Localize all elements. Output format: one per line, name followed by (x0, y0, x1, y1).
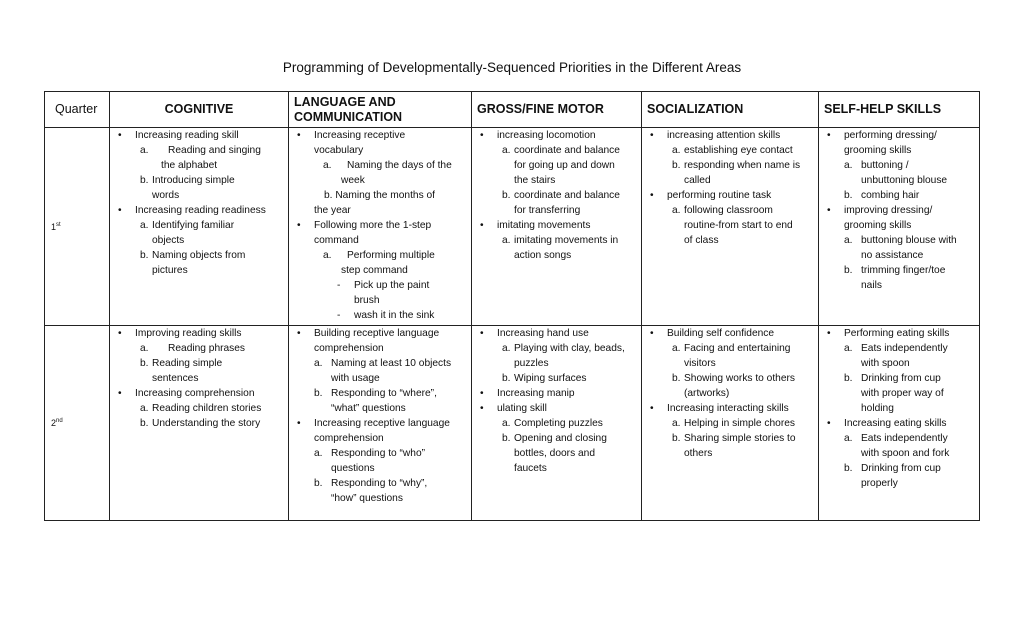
header-language-line2: COMMUNICATION (294, 109, 403, 124)
list-item: • Increasing hand use (480, 328, 589, 339)
list-item: a. Playing with clay, beads, (502, 343, 625, 354)
list-item (291, 431, 467, 446)
item-text: buttoning / (861, 160, 909, 171)
quarter-cell (45, 326, 110, 521)
item-text: coordinate and balance (514, 145, 620, 156)
list-item (291, 263, 467, 278)
item-text: holding (861, 403, 894, 414)
item-text: performing routine task (667, 190, 772, 201)
item-text: Introducing simple (152, 175, 235, 186)
item-text: Reading and singing (168, 145, 261, 156)
list-item: • Building self confidence (650, 328, 775, 339)
list-item: a. following classroom (672, 205, 773, 216)
language-cell (289, 128, 472, 326)
list-item (821, 356, 975, 371)
list-item: • Increasing comprehension (118, 388, 255, 399)
item-text: words (152, 190, 180, 201)
list-item (112, 371, 284, 386)
quarter-suffix: st (56, 221, 61, 228)
list-item: b. Introducing simple (140, 175, 235, 186)
item-text: buttoning blouse with (861, 235, 957, 246)
list-item (474, 446, 637, 461)
item-text: others (684, 448, 713, 459)
item-text: Understanding the story (152, 418, 261, 429)
list-item (291, 491, 467, 506)
list-item: a. coordinate and balance (502, 145, 620, 156)
item-text: trimming finger/toe (861, 265, 946, 276)
list-item: • Increasing reading readiness (118, 205, 266, 216)
item-text: increasing locomotion (497, 130, 596, 141)
item-text: the alphabet (161, 160, 218, 171)
list-item (474, 461, 637, 476)
list-item: a. Helping in simple chores (672, 418, 795, 429)
item-text: Facing and entertaining (684, 343, 791, 354)
item-text: nails (861, 280, 882, 291)
item-text: for transferring (514, 205, 581, 216)
item-text: b. Naming the months of (324, 190, 435, 201)
list-item: a. Reading children stories (140, 403, 262, 414)
item-text: visitors (684, 358, 716, 369)
list-item (291, 173, 467, 188)
item-text: no assistance (861, 250, 924, 261)
header-quarter: Quarter (45, 92, 110, 128)
item-text: puzzles (514, 358, 549, 369)
table-row (45, 128, 980, 326)
list-item: b. combing hair (844, 190, 920, 201)
list-item: • Performing eating skills (827, 328, 950, 339)
item-text: Wiping surfaces (514, 373, 587, 384)
item-text: Pick up the paint (354, 280, 430, 291)
list-item (291, 341, 467, 356)
item-text: Responding to “where”, (331, 388, 437, 399)
item-text: bottles, doors and (514, 448, 595, 459)
item-text: Increasing eating skills (844, 418, 947, 429)
header-language (289, 92, 472, 128)
item-text: Reading children stories (152, 403, 262, 414)
list-item: a. Facing and entertaining (672, 343, 791, 354)
list-item (644, 356, 814, 371)
list-item: b. Opening and closing (502, 433, 607, 444)
list-item: a. Reading phrases (140, 343, 246, 354)
item-text: Increasing interacting skills (667, 403, 789, 414)
item-text: Increasing receptive language (314, 418, 450, 429)
document-title: Programming of Developmentally-Sequenced Priorities in the Different Areas (282, 60, 742, 75)
item-text: comprehension (314, 343, 384, 354)
quarter-cell (45, 128, 110, 326)
item-text: unbuttoning blouse (861, 175, 948, 186)
list-item: a. buttoning blouse with (844, 235, 957, 246)
list-item: • Increasing eating skills (827, 418, 947, 429)
list-item (821, 446, 975, 461)
list-item: • Increasing manip (480, 388, 575, 399)
item-text: action songs (514, 250, 572, 261)
list-item: b. Responding to “where”, (314, 388, 437, 399)
header-cognitive: COGNITIVE (110, 92, 289, 128)
list-item (821, 218, 975, 233)
item-text: pictures (152, 265, 188, 276)
item-text: step command (341, 265, 408, 276)
item-text: questions (331, 463, 375, 474)
item-text: imitating movements in (514, 235, 619, 246)
cognitive-cell (110, 326, 289, 521)
item-text: Increasing reading skill (135, 130, 239, 141)
item-text: sentences (152, 373, 199, 384)
list-item: • Improving reading skills (118, 328, 242, 339)
list-item: • Increasing receptive (297, 130, 406, 141)
list-item: • performing dressing/ (827, 130, 937, 141)
list-item: • increasing attention skills (650, 130, 781, 141)
list-item (644, 446, 814, 461)
list-item (291, 293, 467, 308)
item-text: Performing eating skills (844, 328, 950, 339)
list-item (821, 386, 975, 401)
item-text: coordinate and balance (514, 190, 620, 201)
list-item (821, 278, 975, 293)
header-language-line1: LANGUAGE AND (294, 94, 396, 109)
socialization-cell (642, 128, 819, 326)
list-item: • performing routine task (650, 190, 772, 201)
item-text: Increasing receptive (314, 130, 406, 141)
item-text: Drinking from cup (861, 373, 941, 384)
list-item: • Following more the 1-step (297, 220, 432, 231)
item-text: establishing eye contact (684, 145, 793, 156)
header-selfhelp: SELF-HELP SKILLS (819, 92, 980, 128)
list-item: - Pick up the paint (337, 280, 430, 291)
list-item: • improving dressing/ (827, 205, 933, 216)
cognitive-cell (110, 128, 289, 326)
item-text: with spoon (861, 358, 910, 369)
list-item: a. Eats independently (844, 343, 948, 354)
quarter-number: 2 (51, 418, 57, 428)
item-text: grooming skills (844, 220, 912, 231)
list-item (821, 401, 975, 416)
list-item (112, 188, 284, 203)
list-item: a. Performing multiple (323, 250, 435, 261)
item-text: Naming at least 10 objects (331, 358, 452, 369)
list-item: • Increasing reading skill (118, 130, 239, 141)
list-item: b. coordinate and balance (502, 190, 620, 201)
list-item: b. Reading simple (140, 358, 223, 369)
item-text: Increasing reading readiness (135, 205, 266, 216)
list-item: a. buttoning / (844, 160, 909, 171)
selfhelp-cell (819, 128, 980, 326)
item-text: properly (861, 478, 898, 489)
list-item (821, 173, 975, 188)
item-text: improving dressing/ (844, 205, 933, 216)
list-item (291, 371, 467, 386)
item-text: performing dressing/ (844, 130, 937, 141)
list-item (474, 356, 637, 371)
item-text: Increasing hand use (497, 328, 589, 339)
list-item: a. Eats independently (844, 433, 948, 444)
list-item: b. Wiping surfaces (502, 373, 587, 384)
list-item (474, 203, 637, 218)
list-item: a. Naming at least 10 objects (314, 358, 452, 369)
item-text: grooming skills (844, 145, 912, 156)
header-row (45, 92, 980, 128)
list-item (644, 173, 814, 188)
item-text: Completing puzzles (514, 418, 603, 429)
item-text: Responding to “who” (331, 448, 426, 459)
list-item (821, 143, 975, 158)
item-text: combing hair (861, 190, 920, 201)
item-text: with usage (331, 373, 380, 384)
list-item (821, 248, 975, 263)
socialization-cell (642, 326, 819, 521)
item-text: the year (314, 205, 351, 216)
motor-cell (472, 326, 642, 521)
list-item: a. imitating movements in (502, 235, 619, 246)
list-item (821, 476, 975, 491)
item-text: Improving reading skills (135, 328, 242, 339)
item-text: Eats independently (861, 433, 948, 444)
list-item: • Building receptive language (297, 328, 440, 339)
item-text: vocabulary (314, 145, 364, 156)
item-text: of class (684, 235, 719, 246)
list-item: b. responding when name is (672, 160, 801, 171)
item-text: week (341, 175, 365, 186)
list-item: b. Sharing simple stories to (672, 433, 796, 444)
list-item: b. Drinking from cup (844, 463, 941, 474)
item-text: following classroom (684, 205, 773, 216)
list-item (291, 188, 467, 203)
header-socialization: SOCIALIZATION (642, 92, 819, 128)
item-text: Opening and closing (514, 433, 607, 444)
item-text: brush (354, 295, 380, 306)
item-text: faucets (514, 463, 547, 474)
item-text: responding when name is (684, 160, 801, 171)
item-text: called (684, 175, 711, 186)
item-text: Eats independently (861, 343, 948, 354)
item-text: Building receptive language (314, 328, 440, 339)
list-item (474, 248, 637, 263)
item-text: Building self confidence (667, 328, 775, 339)
list-item (474, 173, 637, 188)
list-item: b. Naming objects from (140, 250, 246, 261)
list-item: a. Naming the days of the (323, 160, 452, 171)
item-text: with proper way of (861, 388, 944, 399)
table-row (45, 326, 980, 521)
list-item: b. Showing works to others (672, 373, 795, 384)
item-text: Naming objects from (152, 250, 246, 261)
item-text: “what” questions (331, 403, 406, 414)
list-item: • Increasing receptive language (297, 418, 450, 429)
list-item: • Increasing interacting skills (650, 403, 789, 414)
item-text: Increasing manip (497, 388, 575, 399)
item-text: Responding to “why”, (331, 478, 428, 489)
header-motor: GROSS/FINE MOTOR (472, 92, 642, 128)
list-item: a. establishing eye contact (672, 145, 793, 156)
item-text: imitating movements (497, 220, 591, 231)
list-item: b. Understanding the story (140, 418, 261, 429)
list-item (291, 233, 467, 248)
item-text: routine-from start to end (684, 220, 793, 231)
item-text: increasing attention skills (667, 130, 781, 141)
list-item: a. Completing puzzles (502, 418, 603, 429)
item-text: Following more the 1-step (314, 220, 432, 231)
list-item: a. Identifying familiar (140, 220, 235, 231)
list-item: • ulating skill (480, 403, 547, 414)
priorities-table (44, 91, 980, 521)
list-item: • imitating movements (480, 220, 591, 231)
list-item (291, 203, 467, 218)
quarter-number: 1 (51, 221, 57, 232)
item-text: command (314, 235, 359, 246)
item-text: (artworks) (684, 388, 730, 399)
list-item: b. Responding to “why”, (314, 478, 428, 489)
list-item: b. trimming finger/toe (844, 265, 946, 276)
list-item: a. Responding to “who” (314, 448, 426, 459)
selfhelp-cell (819, 326, 980, 521)
item-text: Drinking from cup (861, 463, 941, 474)
item-text: comprehension (314, 433, 384, 444)
list-item (474, 158, 637, 173)
list-item (644, 386, 814, 401)
list-item (112, 263, 284, 278)
item-text: for going up and down (514, 160, 615, 171)
list-item (112, 233, 284, 248)
item-text: Naming the days of the (347, 160, 452, 171)
list-item (112, 158, 284, 173)
item-text: Performing multiple (347, 250, 435, 261)
item-text: Reading simple (152, 358, 223, 369)
language-cell (289, 326, 472, 521)
item-text: Increasing comprehension (135, 388, 255, 399)
item-text: with spoon and fork (861, 448, 950, 459)
item-text: the stairs (514, 175, 556, 186)
item-text: Showing works to others (684, 373, 795, 384)
list-item: • increasing locomotion (480, 130, 596, 141)
item-text: objects (152, 235, 185, 246)
list-item: b. Drinking from cup (844, 373, 941, 384)
item-text: Reading phrases (168, 343, 246, 354)
item-text: Playing with clay, beads, (514, 343, 625, 354)
list-item (644, 233, 814, 248)
item-text: Sharing simple stories to (684, 433, 796, 444)
item-text: “how” questions (331, 493, 403, 504)
item-text: ulating skill (497, 403, 547, 414)
list-item: - wash it in the sink (337, 310, 435, 321)
list-item (291, 143, 467, 158)
list-item (291, 401, 467, 416)
item-text: Identifying familiar (152, 220, 235, 231)
list-item (291, 461, 467, 476)
list-item (644, 218, 814, 233)
motor-cell (472, 128, 642, 326)
item-text: Helping in simple chores (684, 418, 795, 429)
item-text: wash it in the sink (354, 310, 435, 321)
list-item: a. Reading and singing (140, 145, 261, 156)
quarter-suffix: nd (56, 418, 63, 424)
